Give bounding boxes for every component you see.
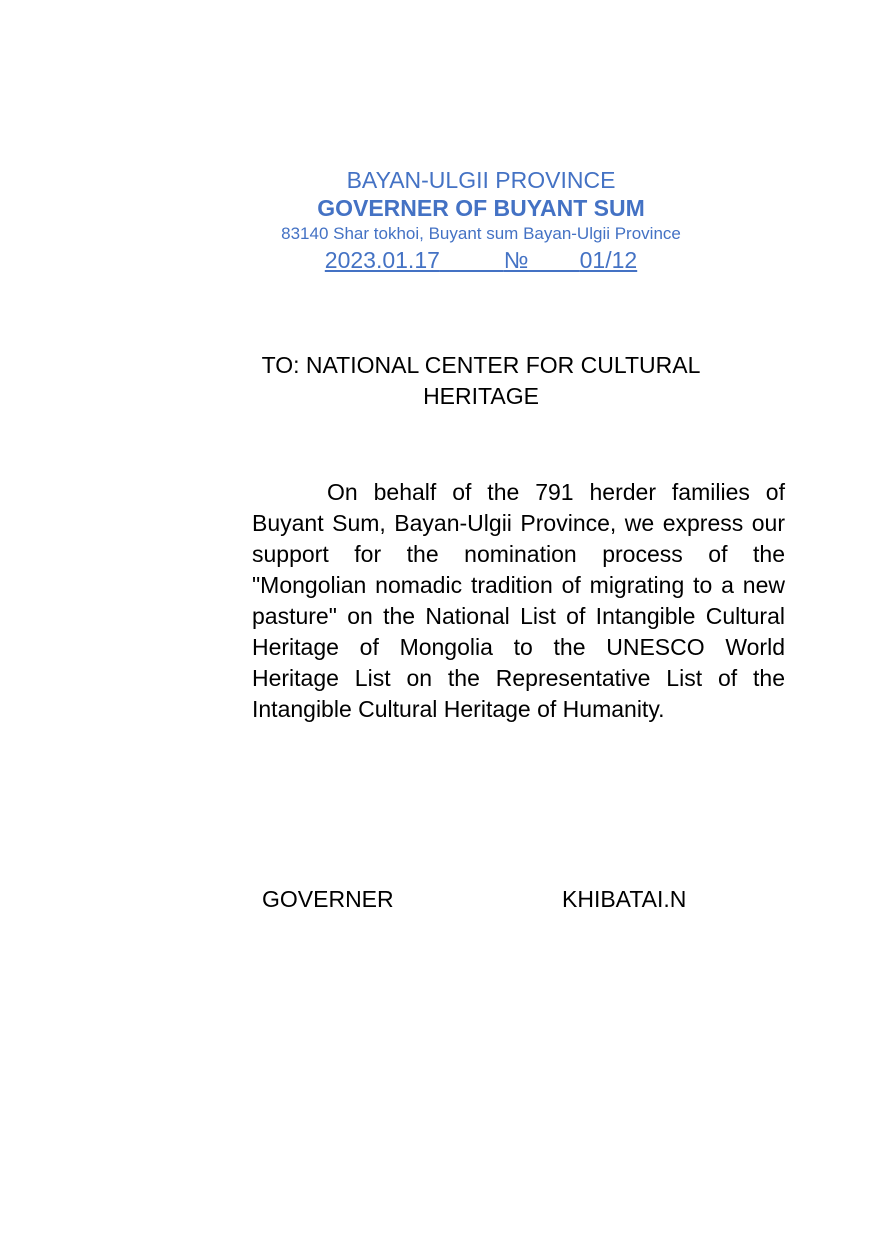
letterhead <box>231 166 731 274</box>
reference-line <box>325 246 637 274</box>
number-sign: № <box>503 247 529 273</box>
province-heading: BAYAN-ULGII PROVINCE <box>346 167 616 193</box>
office-address: 83140 Shar tokhoi, Buyant sum Bayan-Ulgii Province <box>281 224 681 243</box>
letter-date: 2023.01.17 <box>324 247 440 273</box>
signatory-title: GOVERNER <box>262 886 394 912</box>
office-heading: GOVERNER OF BUYANT SUM <box>317 195 645 221</box>
recipient-block <box>231 350 731 412</box>
recipient-line-1: TO: NATIONAL CENTER FOR CULTURAL <box>261 352 701 378</box>
signatory-name: KHIBATAI.N <box>562 886 687 912</box>
letter-body: On behalf of the 791 herder families of Buyant Sum, Bayan-Ulgii Province, we express our support for the nomination process of the "Mongolian nomadic tradition of migrating to a new pasture" on the National List of Intangible Cultural Heritage of Mongolia to the UNESCO World Heritage List on the Representative List of the Intangible Cultural Heritage of Humanity. <box>252 479 785 722</box>
recipient-line-2: HERITAGE <box>423 383 539 409</box>
letter-number: 01/12 <box>579 247 638 273</box>
